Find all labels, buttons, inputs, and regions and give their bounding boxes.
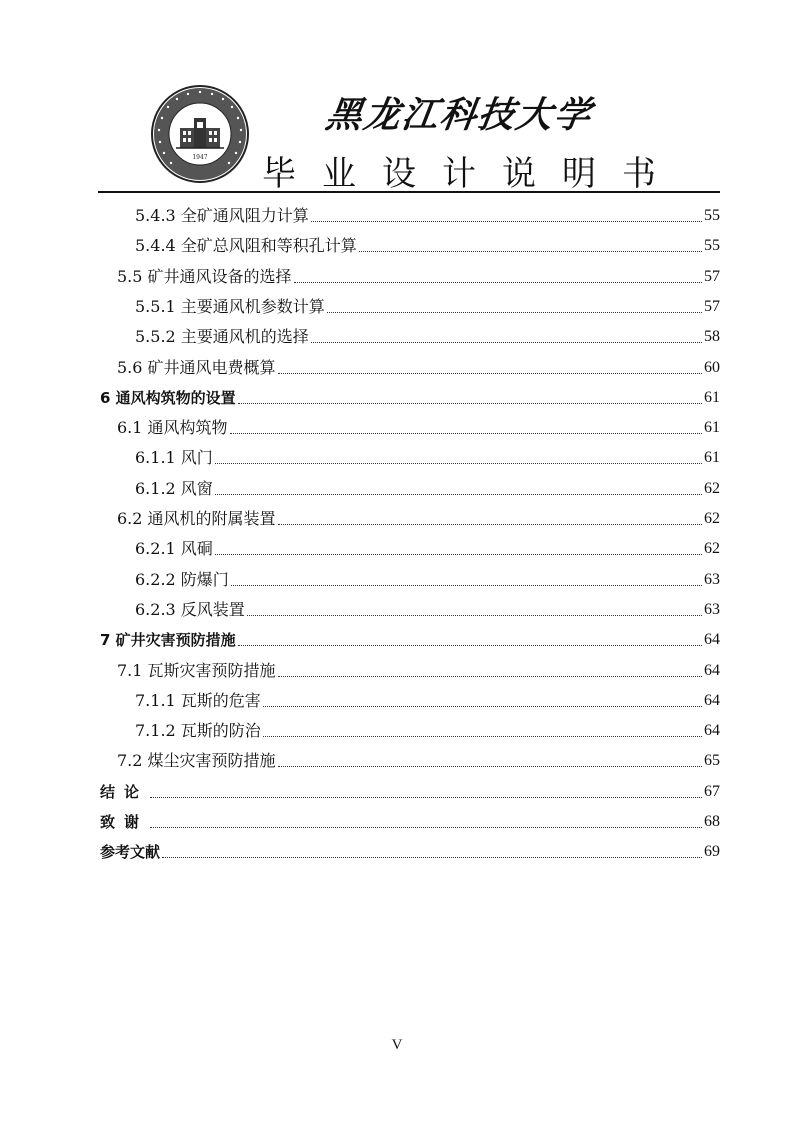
toc-entry[interactable] [135, 287, 720, 317]
toc-entry-label: 6 通风构筑物的设置 [100, 388, 236, 407]
toc-entry[interactable] [135, 317, 720, 347]
toc-entry-label: 6.2.3 反风装置 [135, 599, 245, 619]
toc-entry-page: 63 [704, 600, 720, 618]
toc-dot-leader [311, 221, 702, 222]
toc-entry-label: 5.5.1 主要通风机参数计算 [135, 296, 325, 316]
toc-entry-label: 7.2 煤尘灾害预防措施 [117, 751, 276, 771]
toc-entry-label: 6.1.2 风窗 [135, 478, 213, 498]
toc-dot-leader [359, 251, 702, 252]
school-name-calligraphy: 黑龙江科技大学 [323, 94, 595, 136]
toc-dot-leader [263, 736, 702, 737]
toc-entry-label: 5.4.4 全矿总风阻和等积孔计算 [135, 236, 357, 256]
toc-entry[interactable] [135, 560, 720, 590]
toc-entry[interactable] [117, 257, 720, 287]
toc-dot-leader [215, 463, 702, 464]
toc-entry-label: 7.1 瓦斯灾害预防措施 [117, 660, 276, 680]
header-divider [98, 191, 720, 193]
toc-entry-label: 致谢 [100, 813, 149, 831]
toc-dot-leader [215, 494, 702, 495]
toc-dot-leader [215, 554, 702, 555]
toc-entry[interactable] [135, 226, 720, 256]
toc-entry[interactable] [135, 469, 720, 499]
toc-entry[interactable] [100, 378, 720, 408]
toc-entry-page: 58 [704, 328, 720, 346]
toc-entry-label: 5.5.2 主要通风机的选择 [135, 327, 309, 347]
svg-text:1947: 1947 [192, 154, 208, 161]
toc-entry-page: 55 [704, 207, 720, 224]
toc-dot-leader [238, 645, 702, 646]
toc-entry[interactable] [100, 620, 720, 650]
toc-entry-page: 64 [704, 722, 720, 740]
toc-entry-label: 7.1.1 瓦斯的危害 [135, 690, 261, 710]
toc-dot-leader [162, 857, 702, 858]
toc-dot-leader [247, 615, 702, 616]
toc-entry[interactable] [135, 681, 720, 711]
toc-entry[interactable] [117, 408, 720, 438]
toc-entry-page: 55 [704, 237, 720, 255]
toc-entry-label: 6.1 通风构筑物 [117, 418, 228, 438]
toc-entry-label: 6.2.1 风硐 [135, 539, 213, 559]
toc-entry[interactable] [117, 741, 720, 771]
toc-dot-leader [238, 403, 702, 404]
toc-entry-label: 6.1.1 风门 [135, 448, 213, 468]
toc-entry-page: 67 [704, 782, 720, 800]
toc-entry-page: 64 [704, 691, 720, 709]
toc-entry-page: 69 [704, 843, 720, 861]
toc-dot-leader [230, 433, 702, 434]
toc-entry-label: 参考文献 [100, 843, 161, 862]
toc-entry[interactable] [100, 772, 720, 802]
toc-entry[interactable] [100, 832, 720, 862]
toc-dot-leader [150, 827, 702, 828]
page-number: V [391, 1037, 403, 1053]
toc-entry-page: 61 [704, 388, 720, 406]
toc-entry[interactable] [135, 196, 720, 226]
toc-entry[interactable] [135, 711, 720, 741]
toc-entry-page: 68 [704, 813, 720, 830]
toc-entry-page: 61 [704, 449, 720, 467]
toc-dot-leader [263, 706, 702, 707]
toc-entry-page: 57 [704, 297, 720, 315]
toc-entry-label: 5.4.3 全矿通风阻力计算 [135, 206, 309, 225]
toc-entry-page: 62 [704, 510, 720, 527]
toc-entry-label: 6.2.2 防爆门 [135, 569, 229, 589]
toc-dot-leader [311, 342, 702, 343]
toc-entry-page: 62 [704, 479, 720, 497]
toc-entry-label: 7.1.2 瓦斯的防治 [135, 721, 261, 741]
toc-entry-page: 61 [704, 419, 720, 437]
toc-entry[interactable] [135, 529, 720, 559]
toc-entry-label: 5.5 矿井通风设备的选择 [117, 266, 292, 286]
toc-entry-page: 64 [704, 631, 720, 649]
toc-entry[interactable] [135, 438, 720, 468]
toc-entry-label: 6.2 通风机的附属装置 [117, 509, 276, 528]
toc-entry[interactable] [117, 651, 720, 681]
toc-dot-leader [278, 524, 702, 525]
toc-entry-label: 7 矿井灾害预防措施 [100, 631, 236, 650]
toc-entry-label: 5.6 矿井通风电费概算 [117, 357, 276, 377]
toc-entry-page: 60 [704, 358, 720, 376]
toc-dot-leader [150, 797, 702, 798]
toc-entry[interactable] [117, 499, 720, 529]
toc-entry-page: 65 [704, 752, 720, 770]
toc-dot-leader [278, 676, 702, 677]
toc-dot-leader [294, 282, 702, 283]
toc-entry-page: 57 [704, 267, 720, 285]
toc-entry[interactable] [117, 348, 720, 378]
toc-entry-page: 64 [704, 661, 720, 679]
toc-dot-leader [278, 766, 702, 767]
toc-dot-leader [231, 585, 702, 586]
toc-entry-page: 62 [704, 540, 720, 558]
toc-entry[interactable] [100, 802, 720, 832]
toc-entry[interactable] [135, 590, 720, 620]
document-title: 毕业设计说明书 [262, 154, 682, 194]
toc-dot-leader [278, 373, 702, 374]
university-seal-logo [150, 84, 250, 184]
toc-entry-label: 结论 [100, 782, 149, 801]
toc-dot-leader [327, 312, 702, 313]
toc-entry-page: 63 [704, 570, 720, 588]
